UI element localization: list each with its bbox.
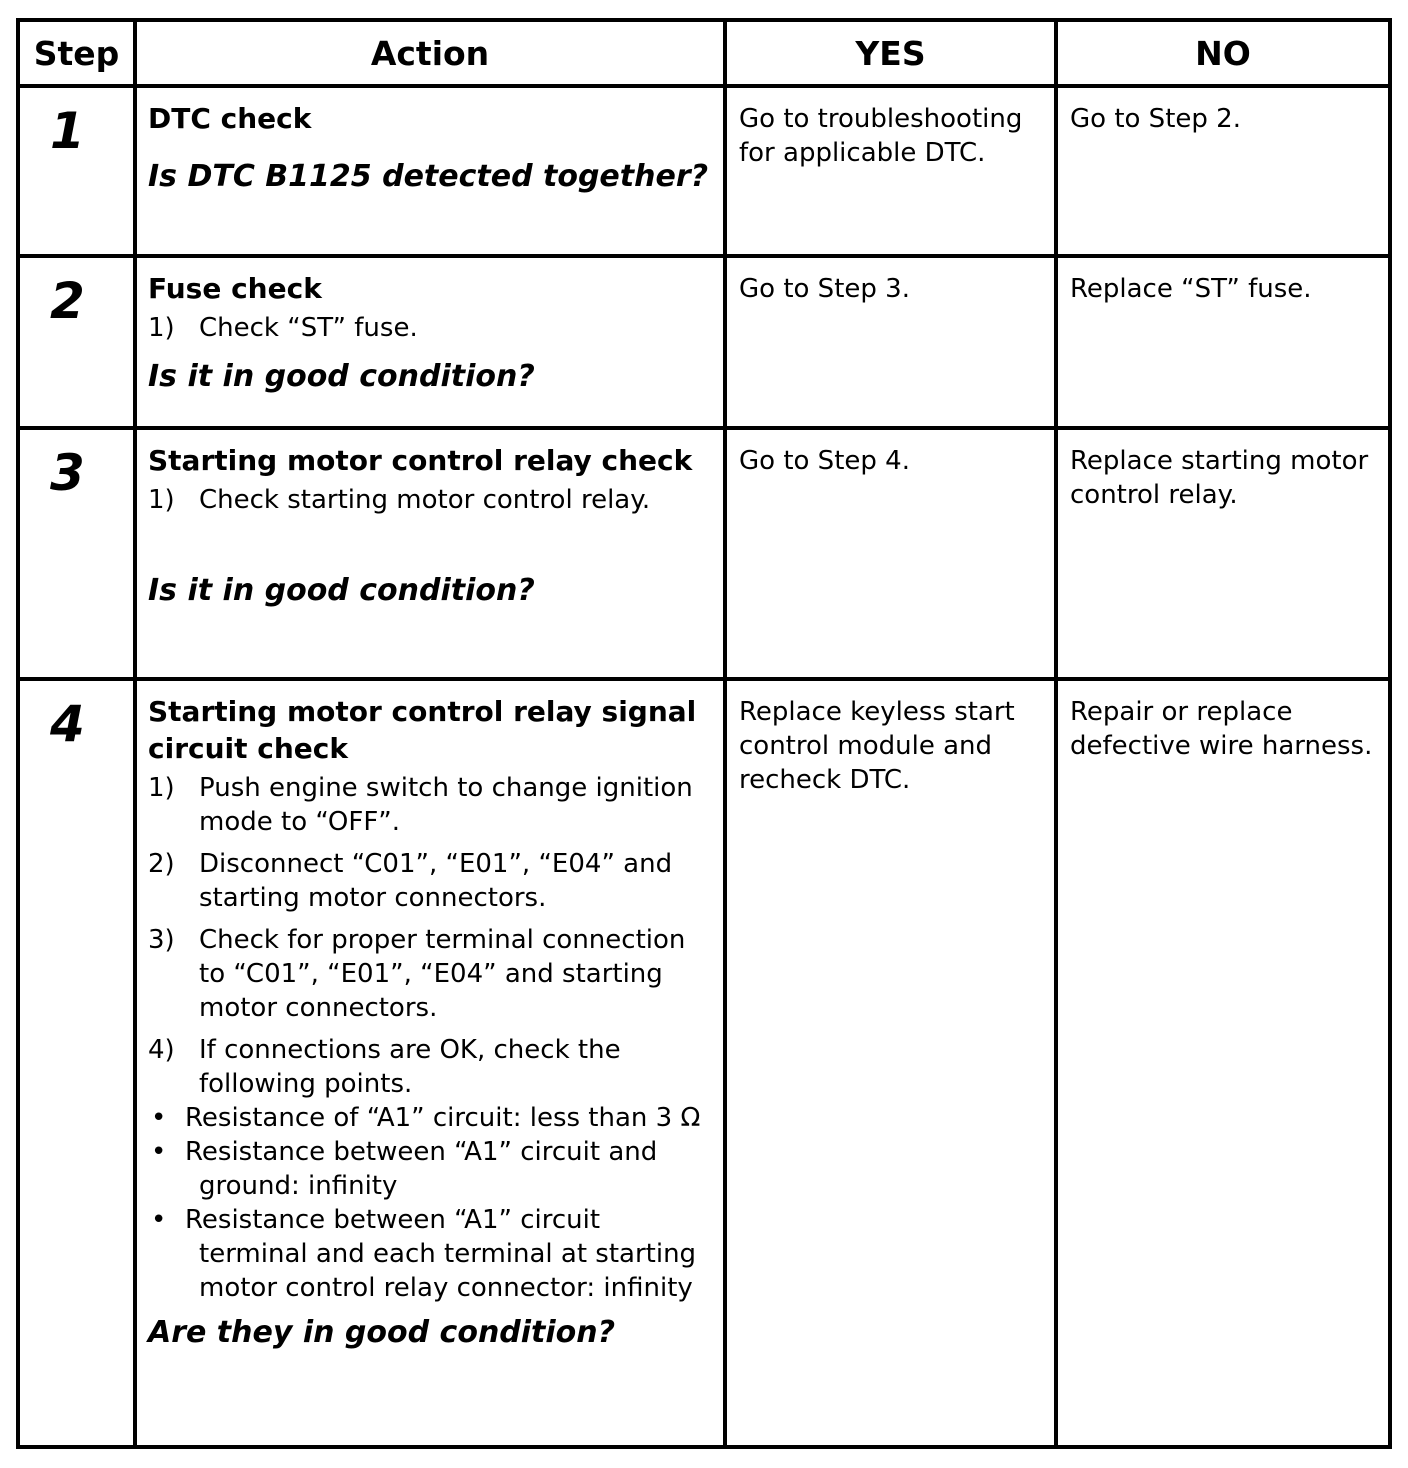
action-steps	[148, 483, 713, 517]
list-item: 4) If connections are OK, check the following points. • Resistance of “A1” circuit: less than 3 Ω • Resistance between “A1” circuit and ground: infinity • Resistance between “A1” circuit terminal and each terminal at starting motor control relay connector: infinity	[148, 1033, 713, 1305]
action-cell	[135, 86, 725, 256]
table-row	[18, 86, 1390, 256]
no-text: Go to Step 2.	[1070, 104, 1241, 134]
step-number: 2	[50, 272, 85, 330]
list-item: 2) Disconnect “C01”, “E01”, “E04” and starting motor connectors.	[148, 849, 673, 913]
yes-cell	[725, 256, 1056, 428]
yes-text: Go to Step 3.	[739, 274, 910, 304]
header-row	[18, 20, 1390, 86]
step-number: 3	[50, 444, 85, 502]
check-points	[148, 1101, 713, 1305]
no-text: Repair or replace defective wire harness.	[1070, 697, 1373, 761]
bullet-icon: •	[151, 1205, 167, 1235]
bullet-item: • Resistance of “A1” circuit: less than 3 Ω	[151, 1103, 701, 1133]
yes-cell	[725, 428, 1056, 679]
action-title: Starting motor control relay check	[148, 444, 693, 477]
action-steps	[148, 311, 713, 345]
action-title: DTC check	[148, 102, 312, 135]
no-text: Replace starting motor control relay.	[1070, 446, 1369, 510]
step-cell	[18, 256, 135, 428]
header-step: Step	[18, 20, 135, 86]
no-cell	[1056, 428, 1390, 679]
no-text: Replace “ST” fuse.	[1070, 274, 1312, 304]
action-title: Starting motor control relay signal circuit check	[148, 695, 697, 765]
yes-cell	[725, 86, 1056, 256]
action-title: Fuse check	[148, 272, 322, 305]
action-cell	[135, 256, 725, 428]
bullet-item: • Resistance between “A1” circuit and ground: infinity	[151, 1137, 658, 1201]
yes-text: Go to Step 4.	[739, 446, 910, 476]
action-question: Is it in good condition?	[148, 573, 535, 608]
table-row	[18, 256, 1390, 428]
troubleshooting-table	[16, 18, 1392, 1449]
yes-text: Go to troubleshooting for applicable DTC.	[739, 104, 1023, 168]
header-no: NO	[1056, 20, 1390, 86]
no-cell	[1056, 679, 1390, 1447]
step-number: 1	[50, 102, 85, 160]
list-item: 1) Check starting motor control relay.	[148, 485, 651, 515]
yes-cell	[725, 679, 1056, 1447]
list-item: 1) Push engine switch to change ignition mode to “OFF”.	[148, 773, 693, 837]
no-cell	[1056, 86, 1390, 256]
step-number: 4	[50, 695, 85, 753]
bullet-icon: •	[151, 1137, 167, 1167]
action-question: Is DTC B1125 detected together?	[148, 159, 709, 194]
table-row	[18, 679, 1390, 1447]
table-row	[18, 428, 1390, 679]
list-item: 1) Check “ST” fuse.	[148, 313, 418, 343]
action-question: Is it in good condition?	[148, 359, 535, 394]
action-steps	[148, 771, 713, 1305]
bullet-icon: •	[151, 1103, 167, 1133]
list-item: 3) Check for proper terminal connection to “C01”, “E01”, “E04” and starting motor connectors.	[148, 925, 686, 1023]
action-cell	[135, 679, 725, 1447]
header-action: Action	[135, 20, 725, 86]
bullet-item: • Resistance between “A1” circuit terminal and each terminal at starting motor control relay connector: infinity	[151, 1205, 697, 1303]
no-cell	[1056, 256, 1390, 428]
action-cell	[135, 428, 725, 679]
step-cell	[18, 428, 135, 679]
step-cell	[18, 86, 135, 256]
yes-text: Replace keyless start control module and recheck DTC.	[739, 697, 1015, 795]
header-yes: YES	[725, 20, 1056, 86]
step-cell	[18, 679, 135, 1447]
action-question: Are they in good condition?	[148, 1315, 616, 1350]
